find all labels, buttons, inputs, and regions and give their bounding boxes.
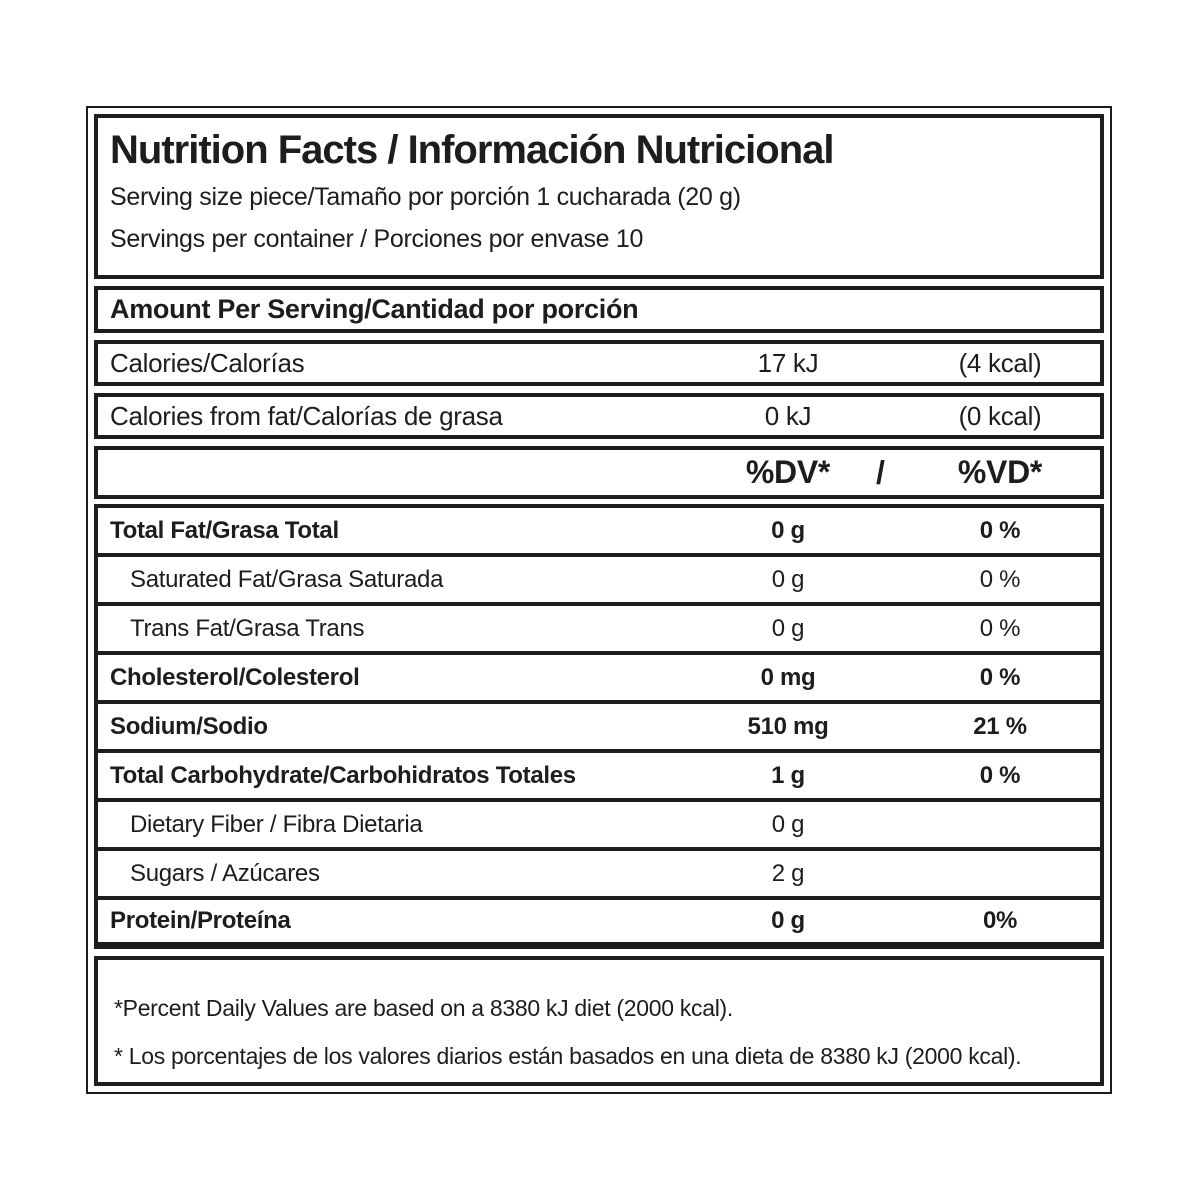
dv-header-dv: %DV* [745, 454, 831, 490]
nutrient-row-daily-value: 0% [982, 907, 1018, 934]
dv-header-vd: %VD* [957, 454, 1043, 490]
nutrient-row [94, 553, 1104, 606]
nutrient-row-daily-value: 0 % [979, 663, 1021, 691]
nutrient-row-label: Sugars / Azúcares [130, 859, 320, 887]
serving-size-text: Serving size piece/Tamaño por porción 1 cucharada (20 g) [110, 183, 741, 211]
nutrient-row-label: Sodium/Sodio [110, 712, 268, 740]
nutrient-row-daily-value: 0 % [979, 565, 1021, 593]
nutrient-row [94, 896, 1104, 949]
nutrient-row-amount: 510 mg [747, 712, 829, 740]
nutrient-row [94, 504, 1104, 557]
nutrient-row [94, 749, 1104, 802]
nutrient-row-amount: 0 g [771, 614, 805, 642]
calorie-row-kcal: (0 kcal) [958, 400, 1042, 431]
calorie-row-amount: 17 kJ [757, 347, 819, 378]
calorie-row-kcal: (4 kcal) [958, 347, 1042, 378]
nutrient-row-label: Cholesterol/Colesterol [110, 663, 360, 691]
nutrition-label [86, 106, 1112, 1094]
amount-per-serving-heading: Amount Per Serving/Cantidad por porción [110, 294, 639, 324]
nutrient-row [94, 798, 1104, 851]
nutrient-rows [94, 504, 1104, 949]
footnote-line: * Los porcentajes de los valores diarios están basados en una dieta de 8380 kJ (2000 kcal). [114, 1043, 1022, 1069]
nutrient-row [94, 602, 1104, 655]
footnote-line: *Percent Daily Values are based on a 8380 kJ diet (2000 kcal). [114, 995, 733, 1021]
amount-per-serving-section [94, 286, 1104, 333]
nutrient-row-label: Total Carbohydrate/Carbohidratos Totales [110, 761, 576, 789]
nutrient-row-daily-value: 0 % [979, 761, 1021, 789]
nutrient-row-label: Saturated Fat/Grasa Saturada [130, 565, 444, 593]
nutrient-row-label: Dietary Fiber / Fibra Dietaria [130, 810, 423, 838]
nutrient-row-daily-value: 0 % [979, 614, 1021, 642]
nutrient-row-amount: 0 g [771, 810, 805, 838]
nutrient-row-amount: 0 g [771, 516, 805, 544]
calorie-row-label: Calories from fat/Calorías de grasa [110, 400, 503, 431]
calorie-row [94, 393, 1104, 439]
nutrient-row-amount: 0 mg [760, 663, 816, 691]
nutrient-row-daily-value: 0 % [979, 516, 1021, 544]
nutrient-row-amount: 0 g [771, 907, 805, 934]
calorie-row-label: Calories/Calorías [110, 347, 305, 378]
daily-value-header-row [94, 446, 1104, 499]
footnote-section [94, 956, 1104, 1086]
nutrient-row [94, 700, 1104, 753]
nutrient-row-daily-value: 21 % [973, 712, 1027, 740]
calorie-row [94, 340, 1104, 386]
nutrient-row [94, 847, 1104, 900]
nutrient-row-label: Trans Fat/Grasa Trans [130, 614, 365, 642]
servings-per-container-text: Servings per container / Porciones por envase 10 [110, 225, 644, 253]
nutrient-row-amount: 2 g [771, 859, 805, 887]
label-title: Nutrition Facts / Información Nutricional [110, 128, 834, 172]
label-header-section [94, 114, 1104, 279]
calorie-row-amount: 0 kJ [764, 400, 812, 431]
nutrient-row-label: Protein/Proteína [110, 907, 291, 934]
nutrient-row-amount: 1 g [771, 761, 805, 789]
calorie-rows [94, 340, 1104, 446]
nutrient-row [94, 651, 1104, 704]
nutrient-row-amount: 0 g [771, 565, 805, 593]
nutrient-row-label: Total Fat/Grasa Total [110, 516, 339, 544]
dv-header-slash: / [876, 454, 885, 490]
